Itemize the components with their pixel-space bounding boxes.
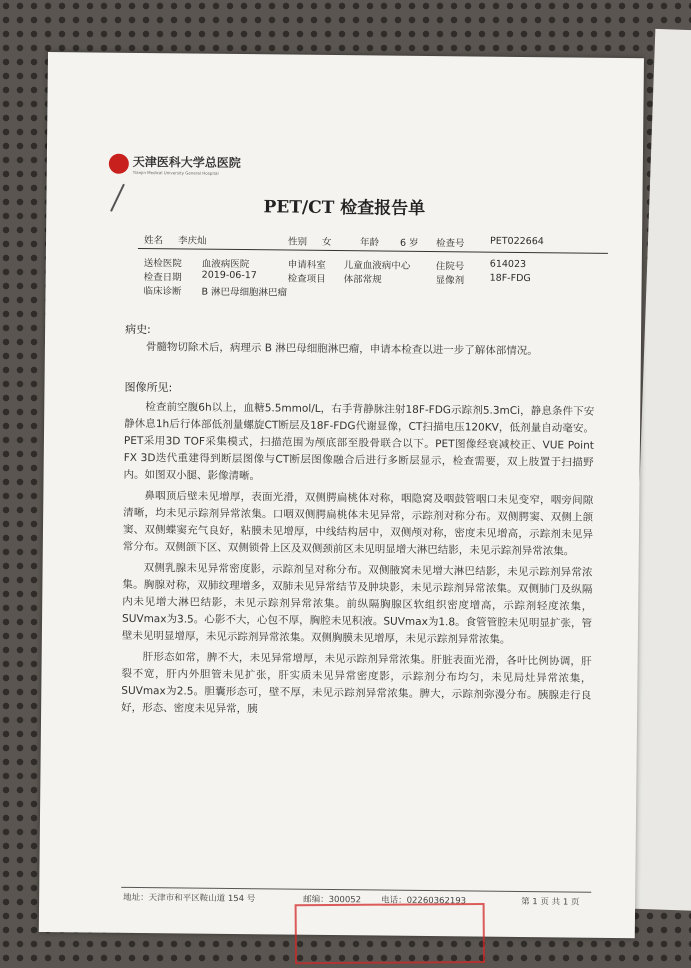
item-label: 检查项目 [288, 271, 326, 285]
agent-value: 18F-FDG [490, 273, 531, 284]
hospital-logo-icon [109, 154, 129, 174]
item-value: 体部常规 [344, 271, 382, 285]
findings-paragraph: 肝形态如常，脾不大，未见异常增厚，未见示踪剂异常浓集。肝脏表面光滑，各叶比例协调，肝裂不宽，肝内外胆管未见扩张，肝实质未见异常密度影，示踪剂分布均匀，未见局灶异常浓集，SUVmax为2.5。胆囊形态可，壁不厚，未见示踪剂异常浓集。脾大，示踪剂弥漫分布。胰腺走行良好，形态、密度未见异常，胰 [121, 649, 592, 722]
exam-no: PET022664 [490, 236, 544, 248]
findings-paragraph: 双侧乳腺未见异常密度影，示踪剂呈对称分布。双侧腋窝未见增大淋巴结影，未见示踪剂异常浓集。胸腺对称，双肺纹理增多，双肺未见异常结节及肿块影，未见示踪剂异常浓集。双侧肺门及纵隔内未见增大淋巴结影，未见示踪剂异常浓集。前纵隔胸腺区软组织密度增高，示踪剂轻度浓集，SUVmax为3.5。心影不大，心包不厚，胸腔未见积液。SUVmax为1.8。食管管腔未见明显扩张，管壁未见明显增厚，未见示踪剂异常浓集。双侧胸膜未见增厚，未见示踪剂异常浓集。 [122, 560, 593, 650]
gender-label: 性别 [288, 234, 307, 248]
history-heading: 病史: [125, 321, 151, 337]
findings-paragraph: 检查前空腹6h以上，血糖5.5mmol/L，右手背静脉注射18F-FDG示踪剂5.3mCi，静息条件下安静休息1h后行体部低剂量螺旋CT断层及18F-FDG代谢显像，CT扫描电压120KV，低剂量自动毫安。PET采用3D TOF采集模式，扫描范围为颅底部至股骨联合以下。PET图像经衰减校正、VUE Point FX 3D迭代重建得到断层图像与CT断层图像融合后进行多断层显示，检查需要，双上肢置于扫描野内。如图双小腿、影像清晰。 [123, 399, 594, 489]
agent-label: 显像剂 [436, 272, 465, 286]
report-paper [39, 52, 644, 938]
inpatient-label: 住院号 [436, 258, 465, 272]
footer-phone: 电话：02260362193 [381, 894, 466, 907]
date-value: 2019-06-17 [202, 270, 257, 282]
patient-gender: 女 [322, 234, 332, 248]
hospital-stamp [295, 903, 485, 964]
hospital-name: 天津医科大学总医院 [133, 153, 241, 171]
patient-header-row [138, 230, 608, 254]
age-label: 年龄 [360, 234, 379, 248]
name-label: 姓名 [144, 232, 163, 246]
footer-address: 地址：天津市和平区鞍山道 154 号 [123, 891, 255, 904]
diagnosis-value: B 淋巴母细胞淋巴瘤 [201, 284, 287, 299]
findings-heading: 图像所见: [124, 379, 172, 395]
diagnosis-label: 临床诊断 [143, 283, 181, 297]
patient-age: 6 岁 [400, 235, 419, 249]
patient-name: 李庆灿 [178, 232, 207, 246]
history-text [125, 339, 595, 365]
dept-value: 儿童血液病中心 [344, 257, 411, 272]
hospital-label: 送检医院 [144, 255, 182, 269]
inpatient-value: 614023 [490, 259, 526, 270]
hospital-name-en: Tianjin Medical University General Hospital [133, 170, 241, 176]
hospital-value: 血液病医院 [202, 256, 250, 270]
date-label: 检查日期 [144, 269, 182, 283]
report-title: PET/CT 检查报告单 [46, 190, 642, 221]
exam-no-label: 检查号 [436, 235, 465, 249]
findings-paragraph: 鼻咽顶后壁未见增厚，表面光滑，双侧腭扁桃体对称，咽隐窝及咽鼓管咽口未见变窄，咽旁间隙清晰，均未见示踪剂异常浓集。口咽双侧腭扁桃体未见异常，示踪剂对称分布。双侧腭窦、双侧上颌窦、双侧蝶窦充气良好，粘膜未见增厚，中线结构居中，双侧颅对称，密度未见增高，示踪剂未见异常分布。双侧颌下区、双侧锁骨上区及双侧颈前区未见明显增大淋巴结影，未见示踪剂异常浓集。 [123, 488, 594, 561]
history-paragraph: 骨髓物切除术后，病理示 B 淋巴母细胞淋巴瘤，申请本检查以进一步了解体部情况。 [125, 339, 595, 361]
dept-label: 申请科室 [288, 257, 326, 271]
footer-postcode: 邮编：300052 [303, 893, 361, 906]
footer-page: 第 1 页 共 1 页 [521, 895, 579, 908]
findings-body [121, 399, 594, 726]
hospital-logo [109, 153, 241, 176]
